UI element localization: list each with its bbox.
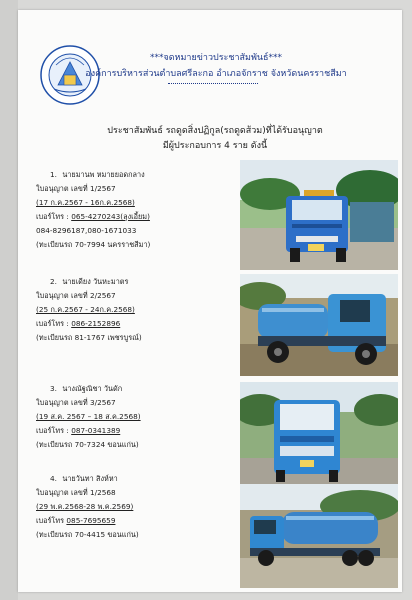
divider (168, 83, 258, 84)
operator-name: 1. นายมานพ หมายยอดกลาง (50, 170, 145, 179)
license-number: ใบอนุญาต เลขที่ 1/2568 (36, 488, 116, 497)
license-period: (19 ส.ค. 2567 – 18 ส.ค.2568) (36, 412, 141, 421)
phone-extra: 084-8296187,080-1671033 (36, 226, 137, 235)
plate-number: (ทะเบียนรถ 70-7994 นครราชสีมา) (36, 240, 151, 249)
operator-name: 3. นางณัฐณิชา วันดัก (50, 384, 123, 393)
truck-photo-4 (240, 484, 398, 588)
page-subtitle: มีผู้ประกอบการ 4 ราย ดังนี้ (162, 141, 268, 151)
license-period: (25 ก.ค.2567 - 24ก.ค.2568) (36, 305, 135, 314)
organization-name: องค์การบริหารส่วนตำบลศรีละกอ อำเภอจักราช จังหวัดนครราชสีมา (85, 69, 347, 79)
plate-number: (ทะเบียนรถ 81-1767 เพชรบูรณ์) (36, 333, 142, 342)
operator-item-1 (36, 168, 150, 252)
phone-line: เบอร์โทร 085-7695659 (36, 516, 116, 525)
plate-number: (ทะเบียนรถ 70-7324 ขอนแก่น) (36, 440, 139, 449)
license-period: (17 ก.ค.2567 - 16ก.ค.2568) (36, 198, 135, 207)
license-period: (29 พ.ค.2568-28 พ.ค.2569) (36, 502, 134, 511)
license-number: ใบอนุญาต เลขที่ 3/2567 (36, 398, 116, 407)
license-number: ใบอนุญาต เลขที่ 1/2567 (36, 184, 116, 193)
operator-name: 4. นายวันทา สิงห์หา (50, 474, 118, 483)
announcement-heading: ***จดหมายข่าวประชาสัมพันธ์*** (149, 53, 283, 63)
phone-line: เบอร์โทร : 086-2152896 (36, 319, 121, 328)
operator-item-4 (36, 472, 139, 542)
truck-photo-1 (240, 160, 398, 270)
document-page (18, 10, 402, 592)
operator-item-3 (36, 382, 141, 452)
operator-name: 2. นายเดียง วันหะมาตร (50, 277, 129, 286)
truck-photo-3 (240, 382, 398, 490)
truck-photo-2 (240, 274, 398, 376)
page-shadow (0, 0, 18, 600)
license-number: ใบอนุญาต เลขที่ 2/2567 (36, 291, 116, 300)
phone-line: เบอร์โทร : 087-0341389 (36, 426, 121, 435)
phone-line: เบอร์โทร : 065-4270243(ลุงเอี้ยม) (36, 212, 150, 221)
operator-item-2 (36, 275, 142, 345)
plate-number: (ทะเบียนรถ 70-4415 ขอนแก่น) (36, 530, 139, 539)
page-title: ประชาสัมพันธ์ รถดูดสิ่งปฏิกูล(รถดูดส้วม)ที่ได้รับอนุญาต (107, 126, 323, 136)
